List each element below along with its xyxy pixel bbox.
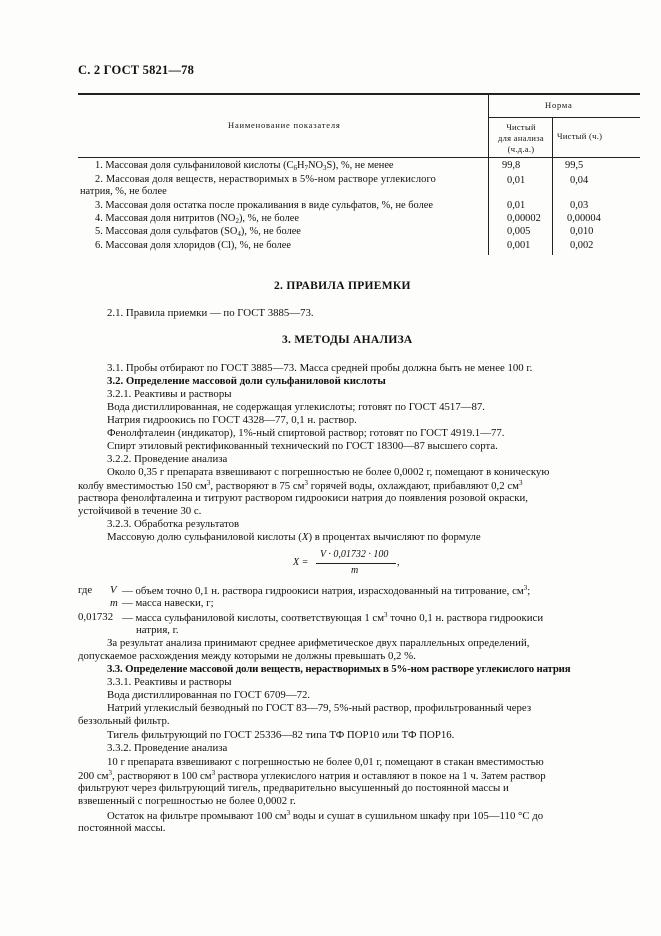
- table-row-2-name-line2: натрия, %, не более: [80, 186, 167, 197]
- paragraph-3-1: 3.1. Пробы отбирают по ГОСТ 3885—73. Масса средней пробы должна быть не менее 100 г.: [107, 362, 533, 374]
- col-pure-analysis-line1: Чистый: [506, 122, 536, 132]
- paragraph-3-3-heading: 3.3. Определение массовой доли веществ, нерастворимых в 5%-ном растворе углекислого натрия: [107, 663, 571, 675]
- where-label: где: [78, 584, 93, 596]
- table-row-5-name: 5. Массовая доля сульфатов $(SO_4)$, %, не более: [95, 226, 301, 238]
- page-header: С. 2 ГОСТ 5821—78: [78, 63, 195, 77]
- paragraph-3-2-1: 3.2.1. Реактивы и растворы: [107, 388, 232, 400]
- analysis-line-4: устойчивой в течение 30 с.: [78, 505, 202, 517]
- filter-crucible: Тигель фильтрующий по ГОСТ 25336—82 типа ТФ ПОР10 или ТФ ПОР16.: [107, 729, 455, 741]
- formula-numerator: V · 0,01732 · 100: [320, 549, 389, 560]
- result-line-1: За результат анализа принимают среднее арифметическое двух параллельных определений,: [107, 637, 530, 649]
- table-row-1-v2: 99,5: [565, 160, 584, 171]
- col-indicator-header: Наименование показателя: [228, 120, 341, 130]
- paragraph-3-2-2: 3.2.2. Проведение анализа: [107, 453, 228, 465]
- formula-denominator: m: [351, 565, 359, 576]
- table-row-5-v2: 0,010: [570, 226, 594, 237]
- table-top-rule: [78, 93, 640, 95]
- analysis-line-1: Около 0,35 г препарата взвешивают с погрешностью не более 0,0002 г, помещают в коническую: [107, 466, 550, 478]
- table-vertical-rule-2: [552, 117, 553, 255]
- paragraph-3-2-3: 3.2.3. Обработка результатов: [107, 518, 240, 530]
- reagent-phenolphthalein: Фенолфталеин (индикатор), 1%-ный спиртовой раствор; готовят по ГОСТ 4919.1—77.: [107, 427, 505, 439]
- legend-v-text: — объем точно 0,1 н. раствора гидроокиси натрия, израсходованный на титрование, $см^3$;: [122, 584, 531, 597]
- calculation-intro: Массовую долю сульфаниловой кислоты (X) в процентах вычисляют по формуле: [107, 531, 481, 543]
- legend-const-text: — масса сульфаниловой кислоты, соответствующая 1 $см^3$ точно 0,1 н. раствора гидроокиси: [122, 611, 544, 624]
- table-row-3-name: 3. Массовая доля остатка после прокаливания в виде сульфатов, %, не более: [95, 200, 433, 211]
- formula-end: ,: [397, 557, 400, 568]
- col-pure-header: Чистый (ч.): [557, 131, 603, 141]
- procedure-line-3: фильтруют через фильтрующий тигель, предварительно высушенный до постоянной массы и: [78, 782, 509, 794]
- table-vertical-rule-1: [488, 93, 489, 255]
- table-row-1-v1: 99,8: [502, 160, 521, 171]
- result-line-2: допускаемое расхождения между которыми не должны превышать 0,2 %.: [78, 650, 416, 662]
- procedure-line-4: взвешенный с погрешностью не более 0,0002 г.: [78, 795, 296, 807]
- procedure-line-1: 10 г препарата взвешивают с погрешностью не более 0,01 г, помещают в стакан вместимостью: [107, 756, 544, 768]
- residue-line-1: Остаток на фильтре промывают 100 $см^3$ воды и сушат в сушильном шкафу при 105—110 °С до: [107, 809, 544, 822]
- table-row-2-v2: 0,04: [570, 175, 589, 186]
- procedure-line-2: 200 $см^3$, растворяют в 100 $см^3$ раствора углекислого натрия и оставляют в покое на 1 ч. Затем раствор: [78, 769, 546, 782]
- table-row-6-v1: 0,001: [507, 240, 531, 251]
- table-row-4-v2: 0,00004: [567, 213, 601, 224]
- formula-fraction-bar: [316, 563, 396, 564]
- reagent-na2co3-line-1: Натрий углекислый безводный по ГОСТ 83—79, 5%-ный раствор, профильтрованный через: [107, 702, 532, 714]
- section-2-title: 2. ПРАВИЛА ПРИЕМКИ: [274, 280, 411, 292]
- table-row-3-v1: 0,01: [507, 200, 526, 211]
- legend-m-text: — масса навески, г;: [122, 597, 214, 609]
- col-pure-analysis-header: [490, 122, 552, 155]
- reagent-naoh: Натрия гидроокись по ГОСТ 4328—77, 0,1 н. раствор.: [107, 414, 357, 426]
- table-row-3-v2: 0,03: [570, 200, 589, 211]
- legend-const-text-line2: натрия, г.: [136, 624, 179, 636]
- col-pure-analysis-line3: (ч.д.а.): [507, 144, 535, 154]
- residue-line-2: постоянной массы.: [78, 822, 166, 834]
- legend-m-symbol: m: [110, 597, 118, 609]
- paragraph-3-3-2: 3.3.2. Проведение анализа: [107, 742, 228, 754]
- table-row-6-v2: 0,002: [570, 240, 594, 251]
- table-row-4-v1: 0,00002: [507, 213, 541, 224]
- col-norm-header: Норма: [545, 100, 573, 110]
- legend-v-symbol: V: [110, 584, 117, 596]
- paragraph-3-3-1: 3.3.1. Реактивы и растворы: [107, 676, 232, 688]
- table-row-2-v1: 0,01: [507, 175, 526, 186]
- norm-subheader-rule: [488, 117, 640, 118]
- legend-const-symbol: 0,01732: [78, 611, 114, 623]
- reagent-ethanol: Спирт этиловый ректификованный технический по ГОСТ 18300—87 высшего сорта.: [107, 440, 498, 452]
- table-row-4-name: 4. Массовая доля нитритов $(NO_2)$, %, не более: [95, 213, 299, 225]
- reagent-water-2: Вода дистиллированная по ГОСТ 6709—72.: [107, 689, 311, 701]
- reagent-water: Вода дистиллированная, не содержащая углекислоты; готовят по ГОСТ 4517—87.: [107, 401, 485, 413]
- table-row-5-v1: 0,005: [507, 226, 531, 237]
- reagent-na2co3-line-2: беззольный фильтр.: [78, 715, 170, 727]
- table-row-2-name-line1: 2. Массовая доля веществ, нерастворимых в 5%-ном растворе углекислого: [95, 174, 436, 185]
- formula-lhs: X =: [293, 557, 309, 568]
- analysis-line-2: колбу вместимостью 150 $см^3$, растворяют в 75 $см^3$ горячей воды, охлаждают, прибавляют 0,2 $см^3$: [78, 479, 523, 492]
- col-pure-analysis-line2: для анализа: [498, 133, 544, 143]
- paragraph-3-2-heading: 3.2. Определение массовой доли сульфаниловой кислоты: [107, 375, 386, 387]
- table-header-rule: [78, 157, 640, 158]
- analysis-line-3: раствора фенолфталеина и титруют раствором гидроокиси натрия до появления розовой окраски,: [78, 492, 528, 504]
- section-3-title: 3. МЕТОДЫ АНАЛИЗА: [282, 334, 413, 346]
- table-row-6-name: 6. Массовая доля хлоридов (Cl), %, не более: [95, 240, 291, 251]
- table-row-1-name: 1. Массовая доля сульфаниловой кислоты $(C_6H_7NO_3S)$, %, не менее: [95, 160, 394, 172]
- paragraph-2-1: 2.1. Правила приемки — по ГОСТ 3885—73.: [107, 307, 314, 319]
